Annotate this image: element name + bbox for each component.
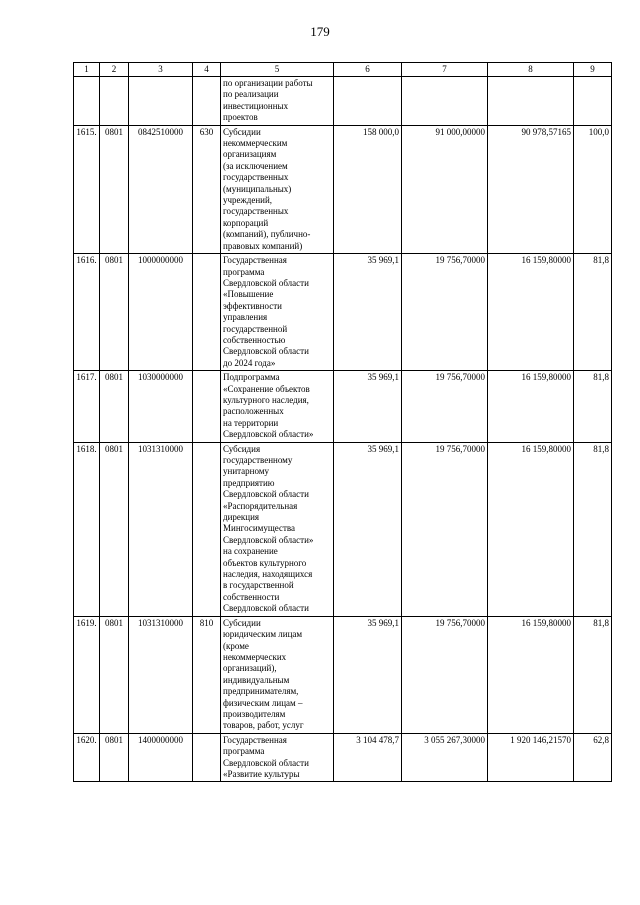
item-name: Государственная программа Свердловской области «Повышение эффективности управления государственной собственностью Свердловской области до 2024 года» [221, 254, 334, 371]
value-col8: 1 920 146,21570 [488, 733, 574, 782]
table-row [74, 442, 612, 616]
value-col8: 90 978,57165 [488, 125, 574, 253]
row-number: 1617. [74, 371, 100, 442]
row-number: 1618. [74, 442, 100, 616]
column-header: 3 [129, 63, 193, 77]
value-col6: 3 104 478,7 [334, 733, 402, 782]
column-header: 5 [221, 63, 334, 77]
item-name: по организации работы по реализации инвестиционных проектов [221, 77, 334, 126]
table-row [74, 77, 612, 126]
value-col7 [402, 77, 488, 126]
value-col9: 81,8 [574, 371, 612, 442]
header-row [74, 63, 612, 77]
target-code: 1030000000 [129, 371, 193, 442]
target-code: 1000000000 [129, 254, 193, 371]
expense-type-code: 630 [193, 125, 221, 253]
item-name: Субсидии юридическим лицам (кроме некоммерческих организаций), индивидуальным предпринимателям, физическим лицам – производителям товаров, работ, услуг [221, 616, 334, 733]
value-col9: 62,8 [574, 733, 612, 782]
column-header: 4 [193, 63, 221, 77]
section-code: 0801 [100, 733, 129, 782]
expense-type-code [193, 254, 221, 371]
value-col6 [334, 77, 402, 126]
value-col6: 35 969,1 [334, 371, 402, 442]
column-header: 7 [402, 63, 488, 77]
value-col7: 19 756,70000 [402, 254, 488, 371]
value-col8: 16 159,80000 [488, 254, 574, 371]
table-row [74, 616, 612, 733]
target-code: 1031310000 [129, 616, 193, 733]
target-code [129, 77, 193, 126]
expense-type-code [193, 77, 221, 126]
section-code: 0801 [100, 254, 129, 371]
row-number: 1619. [74, 616, 100, 733]
target-code: 1400000000 [129, 733, 193, 782]
value-col7: 91 000,00000 [402, 125, 488, 253]
page-number: 179 [310, 24, 330, 39]
section-code [100, 77, 129, 126]
item-name: Государственная программа Свердловской области «Развитие культуры [221, 733, 334, 782]
column-header: 9 [574, 63, 612, 77]
item-name: Субсидии некоммерческим организациям (за исключением государственных (муниципальных) учреждений, государственных корпораций (компаний), публично- правовых компаний) [221, 125, 334, 253]
value-col7: 19 756,70000 [402, 442, 488, 616]
row-number: 1615. [74, 125, 100, 253]
item-name: Подпрограмма «Сохранение объектов культурного наследия, расположенных на территории Свердловской области» [221, 371, 334, 442]
value-col8: 16 159,80000 [488, 371, 574, 442]
budget-table [73, 62, 612, 782]
value-col7: 19 756,70000 [402, 616, 488, 733]
table-row [74, 125, 612, 253]
expense-type-code [193, 733, 221, 782]
value-col9 [574, 77, 612, 126]
value-col7: 3 055 267,30000 [402, 733, 488, 782]
value-col9: 100,0 [574, 125, 612, 253]
table-row [74, 733, 612, 782]
value-col9: 81,8 [574, 254, 612, 371]
row-number [74, 77, 100, 126]
table-row [74, 254, 612, 371]
expense-type-code: 810 [193, 616, 221, 733]
column-header: 1 [74, 63, 100, 77]
item-name: Субсидия государственному унитарному предприятию Свердловской области «Распорядительная дирекция Мингосимущества Свердловской области» на сохранение объектов культурного наследия, находящихся в государственной собственности Свердловской области [221, 442, 334, 616]
expense-type-code [193, 371, 221, 442]
value-col9: 81,8 [574, 616, 612, 733]
value-col8: 16 159,80000 [488, 442, 574, 616]
column-header: 8 [488, 63, 574, 77]
table-row [74, 371, 612, 442]
value-col8: 16 159,80000 [488, 616, 574, 733]
value-col6: 158 000,0 [334, 125, 402, 253]
expense-type-code [193, 442, 221, 616]
value-col7: 19 756,70000 [402, 371, 488, 442]
section-code: 0801 [100, 616, 129, 733]
value-col6: 35 969,1 [334, 616, 402, 733]
value-col6: 35 969,1 [334, 254, 402, 371]
section-code: 0801 [100, 371, 129, 442]
column-header: 6 [334, 63, 402, 77]
target-code: 1031310000 [129, 442, 193, 616]
section-code: 0801 [100, 442, 129, 616]
value-col8 [488, 77, 574, 126]
section-code: 0801 [100, 125, 129, 253]
column-header: 2 [100, 63, 129, 77]
target-code: 0842510000 [129, 125, 193, 253]
value-col9: 81,8 [574, 442, 612, 616]
row-number: 1620. [74, 733, 100, 782]
value-col6: 35 969,1 [334, 442, 402, 616]
row-number: 1616. [74, 254, 100, 371]
